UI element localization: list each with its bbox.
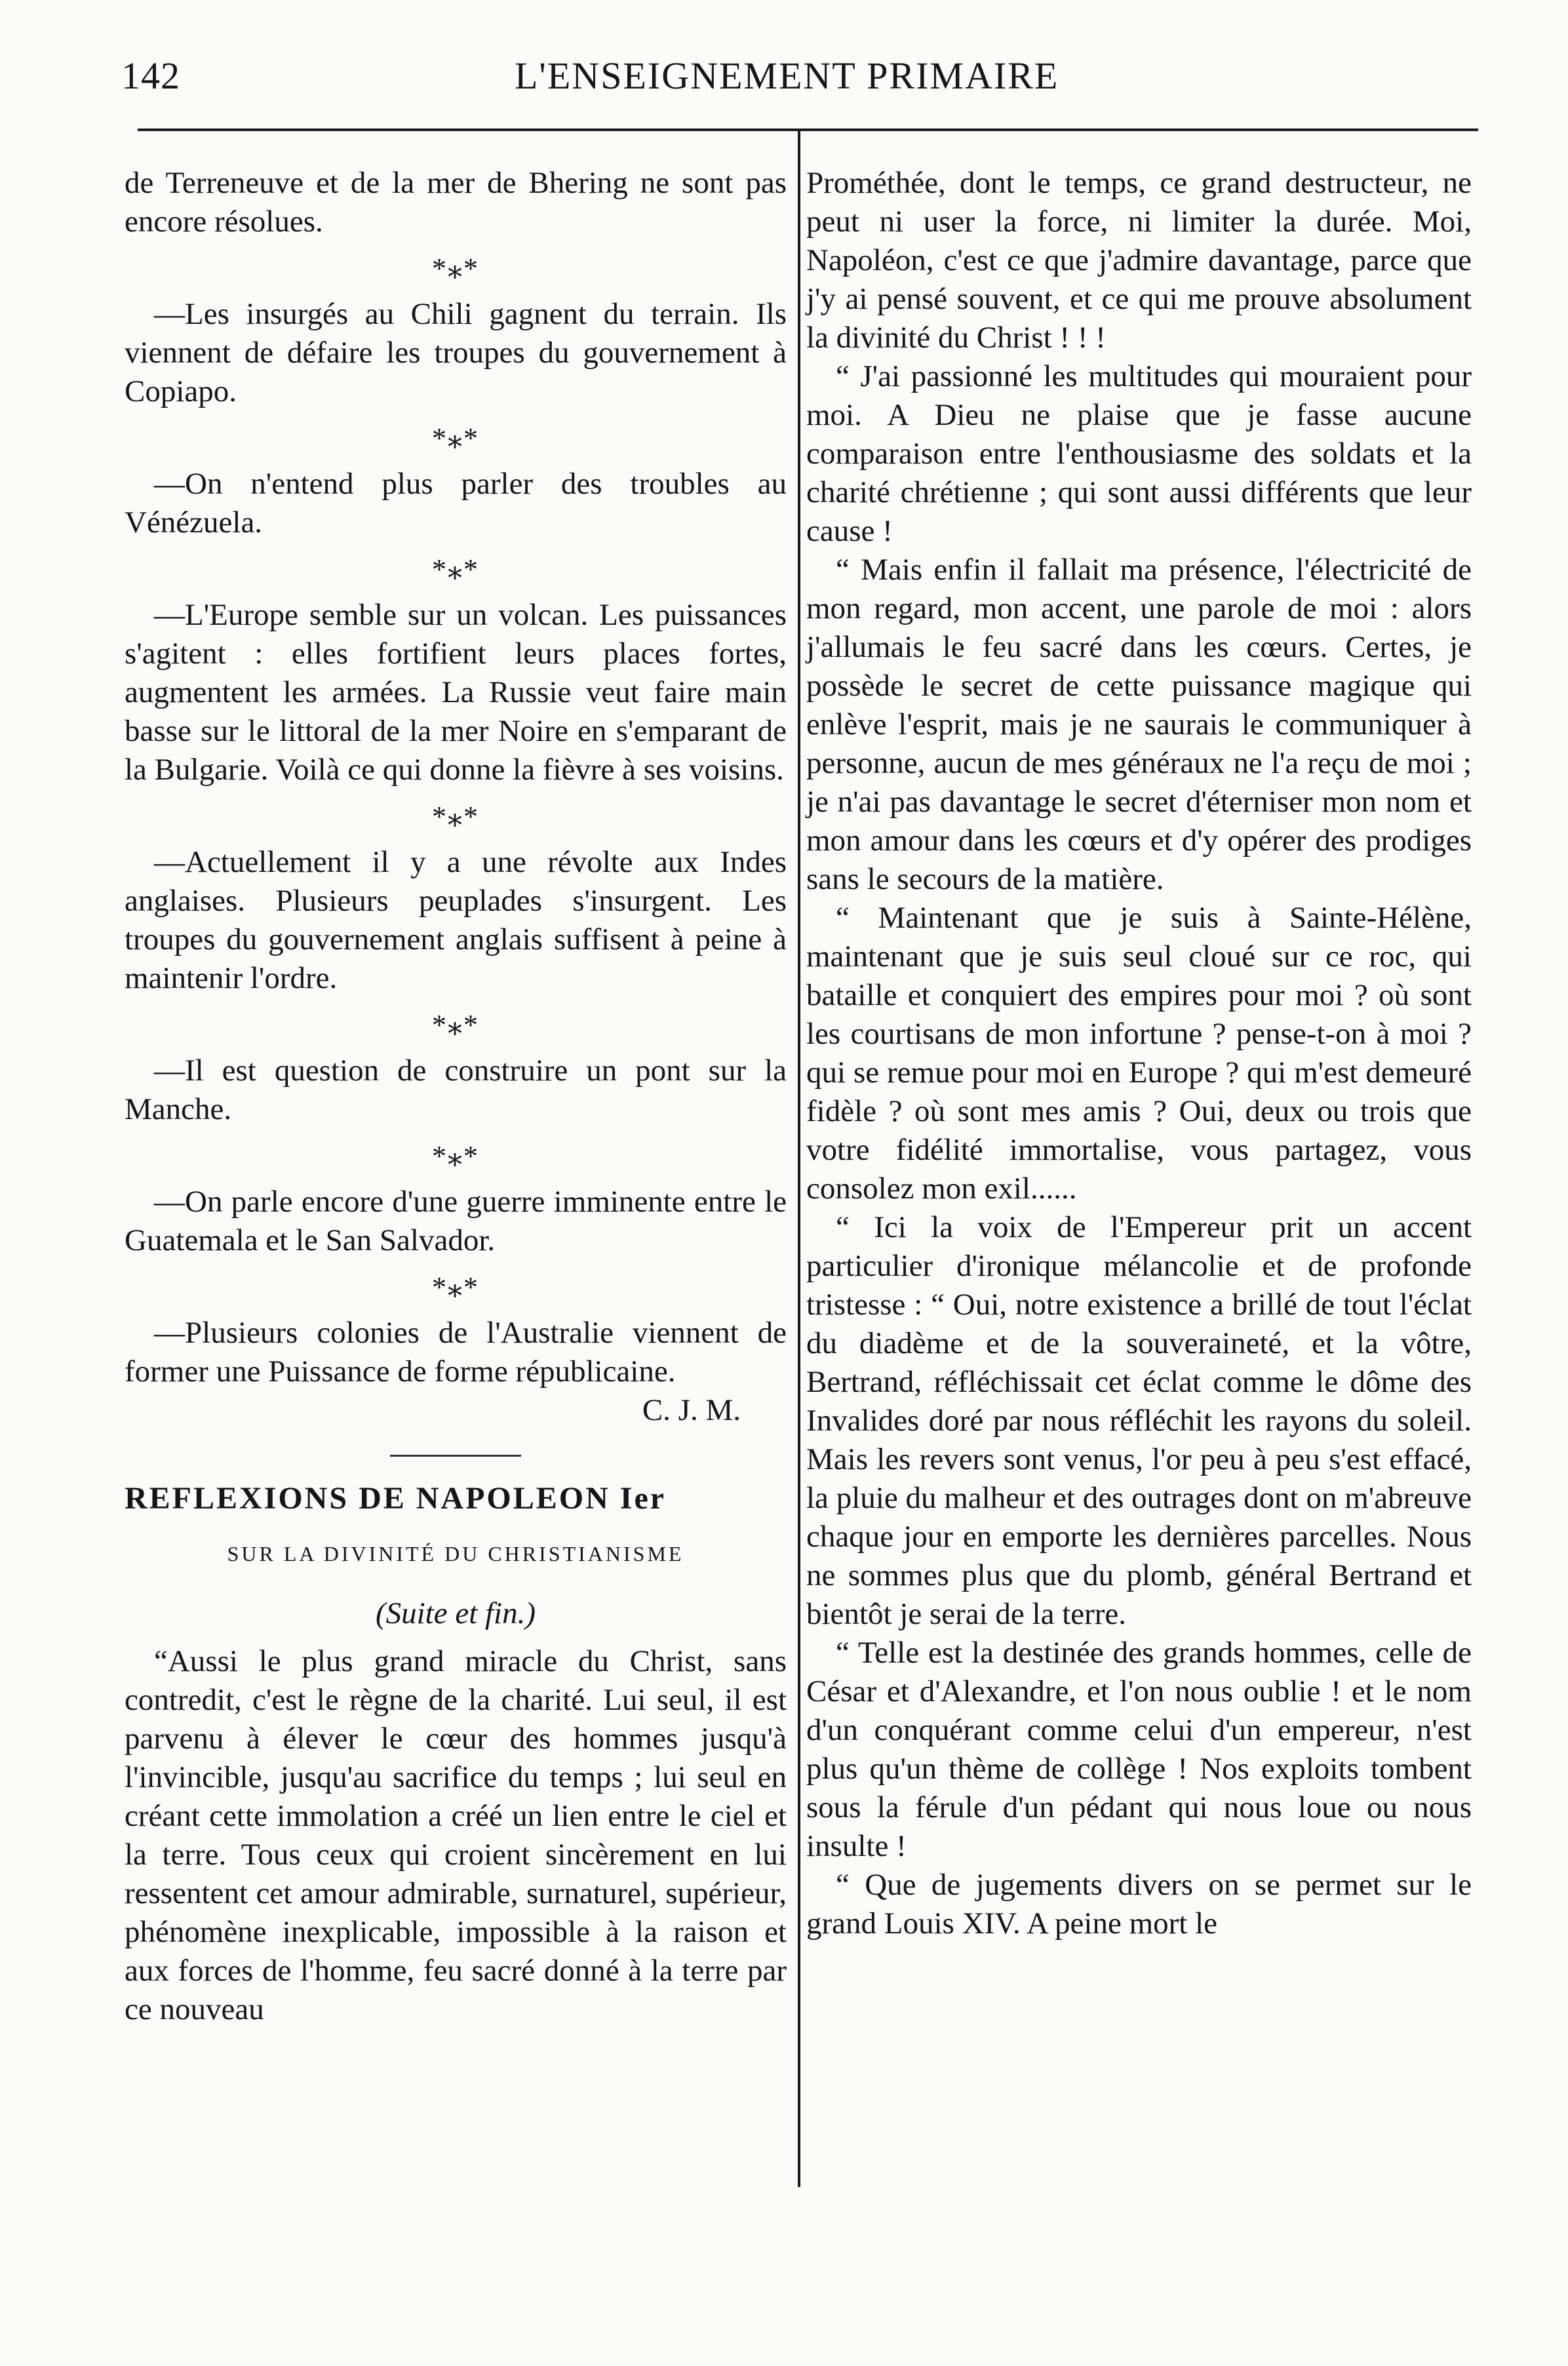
page-header bbox=[121, 46, 1465, 105]
article-subtitle: SUR LA DIVINITÉ DU CHRISTIANISME bbox=[227, 1542, 684, 1566]
section-separator-stars: *⁎* bbox=[432, 553, 479, 585]
article-paragraph: “ Mais enfin il fallait ma présence, l'électricité de mon regard, mon accent, une parole de moi : alors j'allumais le feu sacré dans les cœurs. Certes, je possède le secret de cette puissance magique qui enlève l'esprit, mais je ne saurais le communiquer à personne, aucun de mes généraux ne l'a reçu de moi ; je n'ai pas davantage le secret d'éterniser mon nom et mon amour dans les cœurs et d'y opérer des prodiges sans le secours de la matière. bbox=[806, 553, 1472, 896]
left-column bbox=[125, 164, 787, 2029]
right-column bbox=[806, 164, 1472, 1943]
section-separator-stars: *⁎* bbox=[432, 1140, 479, 1172]
continuation-note: (Suite et fin.) bbox=[375, 1596, 536, 1630]
news-item-europe: —L'Europe semble sur un volcan. Les puissances s'agitent : elles fortifient leurs places fortes, augmentent les armées. La Russie veut faire main basse sur le littoral de la mer Noire en s'emparant de la Bulgarie. Voilà ce qui donne la fièvre à ses voisins. bbox=[125, 598, 787, 787]
article-title: REFLEXIONS DE NAPOLEON Ier bbox=[125, 1481, 667, 1516]
section-separator-stars: *⁎* bbox=[432, 422, 479, 454]
news-item-manche: —Il est question de construire un pont sur la Manche. bbox=[125, 1054, 787, 1126]
news-item-indes: —Actuellement il y a une révolte aux Indes anglaises. Plusieurs peuplades s'insurgent. Les troupes du gouvernement anglais suffisent à peine à maintenir l'ordre. bbox=[125, 845, 787, 995]
article-paragraph: Prométhée, dont le temps, ce grand destructeur, ne peut ni user la force, ni limiter la durée. Moi, Napoléon, c'est ce que j'admire davantage, parce que j'y ai pensé souvent, et ce qui me prouve absolument la divinité du Christ ! ! ! bbox=[806, 166, 1472, 355]
signature: C. J. M. bbox=[642, 1393, 741, 1427]
running-title: L'ENSEIGNEMENT PRIMAIRE bbox=[515, 54, 1059, 97]
news-item-guatemala: —On parle encore d'une guerre imminente entre le Guatemala et le San Salvador. bbox=[125, 1185, 787, 1257]
section-separator-stars: *⁎* bbox=[432, 800, 479, 833]
section-separator-stars: *⁎* bbox=[432, 252, 479, 285]
section-separator-stars: *⁎* bbox=[432, 1009, 479, 1041]
news-item-venezuela: —On n'entend plus parler des troubles au Vénézuela. bbox=[125, 467, 787, 540]
article-paragraph: “ Ici la voix de l'Empereur prit un accent particulier d'ironique mélancolie et de profonde tristesse : “ Oui, notre existence a brillé de tout l'éclat du diadème et de la souveraineté, et la vôtre, Bertrand, réfléchissait cet éclat comme le dôme des Invalides doré par nous réfléchit les rayons du soleil. Mais les revers sont venus, l'or peu à peu s'est effacé, la pluie du malheur et des outrages dont on m'abreuve chaque jour en emporte les dernières parcelles. Nous ne sommes plus que du plomb, général Bertrand et bientôt je serai de la terre. bbox=[806, 1210, 1472, 1631]
section-separator-stars: *⁎* bbox=[432, 1271, 479, 1303]
column-divider bbox=[798, 128, 800, 2187]
header-rule bbox=[138, 128, 1478, 131]
article-paragraph: “ Que de jugements divers on se permet sur le grand Louis XIV. A peine mort le bbox=[806, 1868, 1472, 1941]
page-number: 142 bbox=[121, 54, 180, 97]
article-paragraph: “ Telle est la destinée des grands hommes, celle de César et d'Alexandre, et l'on nous oublie ! et le nom d'un conquérant comme celui d'un empereur, n'est plus qu'un thème de collège ! Nos exploits tombent sous la férule d'un pédant qui nous loue ou nous insulte ! bbox=[806, 1636, 1472, 1863]
news-item-australie: —Plusieurs colonies de l'Australie viennent de former une Puissance de forme républicaine. bbox=[125, 1316, 787, 1389]
signature-line bbox=[125, 1391, 787, 1430]
news-item-chili: —Les insurgés au Chili gagnent du terrain. Ils viennent de défaire les troupes du gouvernement à Copiapo. bbox=[125, 297, 787, 408]
article-paragraph: “Aussi le plus grand miracle du Christ, sans contredit, c'est le règne de la charité. Lui seul, il est parvenu à élever le cœur des hommes jusqu'à l'invincible, jusqu'au sacrifice du temps ; lui seul en créant cette immolation a créé un lien entre le ciel et la terre. Tous ceux qui croient sincèrement en lui ressentent cet amour admirable, surnaturel, supérieur, phénomène inexplicable, impossible à la raison et aux forces de l'homme, feu sacré donné à la terre par ce nouveau bbox=[125, 1644, 787, 2026]
article-paragraph: “ Maintenant que je suis à Sainte-Hélène, maintenant que je suis seul cloué sur ce roc, qui bataille et conquiert des empires pour moi ? où sont les courtisans de mon infortune ? pense-t-on à moi ? qui se remue pour moi en Europe ? qui m'est demeuré fidèle ? où sont mes amis ? Oui, deux ou trois que votre fidélité immortalise, vous partagez, vous consolez mon exil...... bbox=[806, 901, 1472, 1206]
article-paragraph: “ J'ai passionné les multitudes qui mouraient pour moi. A Dieu ne plaise que je fasse aucune comparaison entre l'enthousiasme des soldats et la charité chrétienne ; qui sont aussi différents que leur cause ! bbox=[806, 359, 1472, 548]
paragraph: de Terreneuve et de la mer de Bhering ne sont pas encore résolues. bbox=[125, 166, 787, 239]
section-dash bbox=[390, 1455, 521, 1457]
